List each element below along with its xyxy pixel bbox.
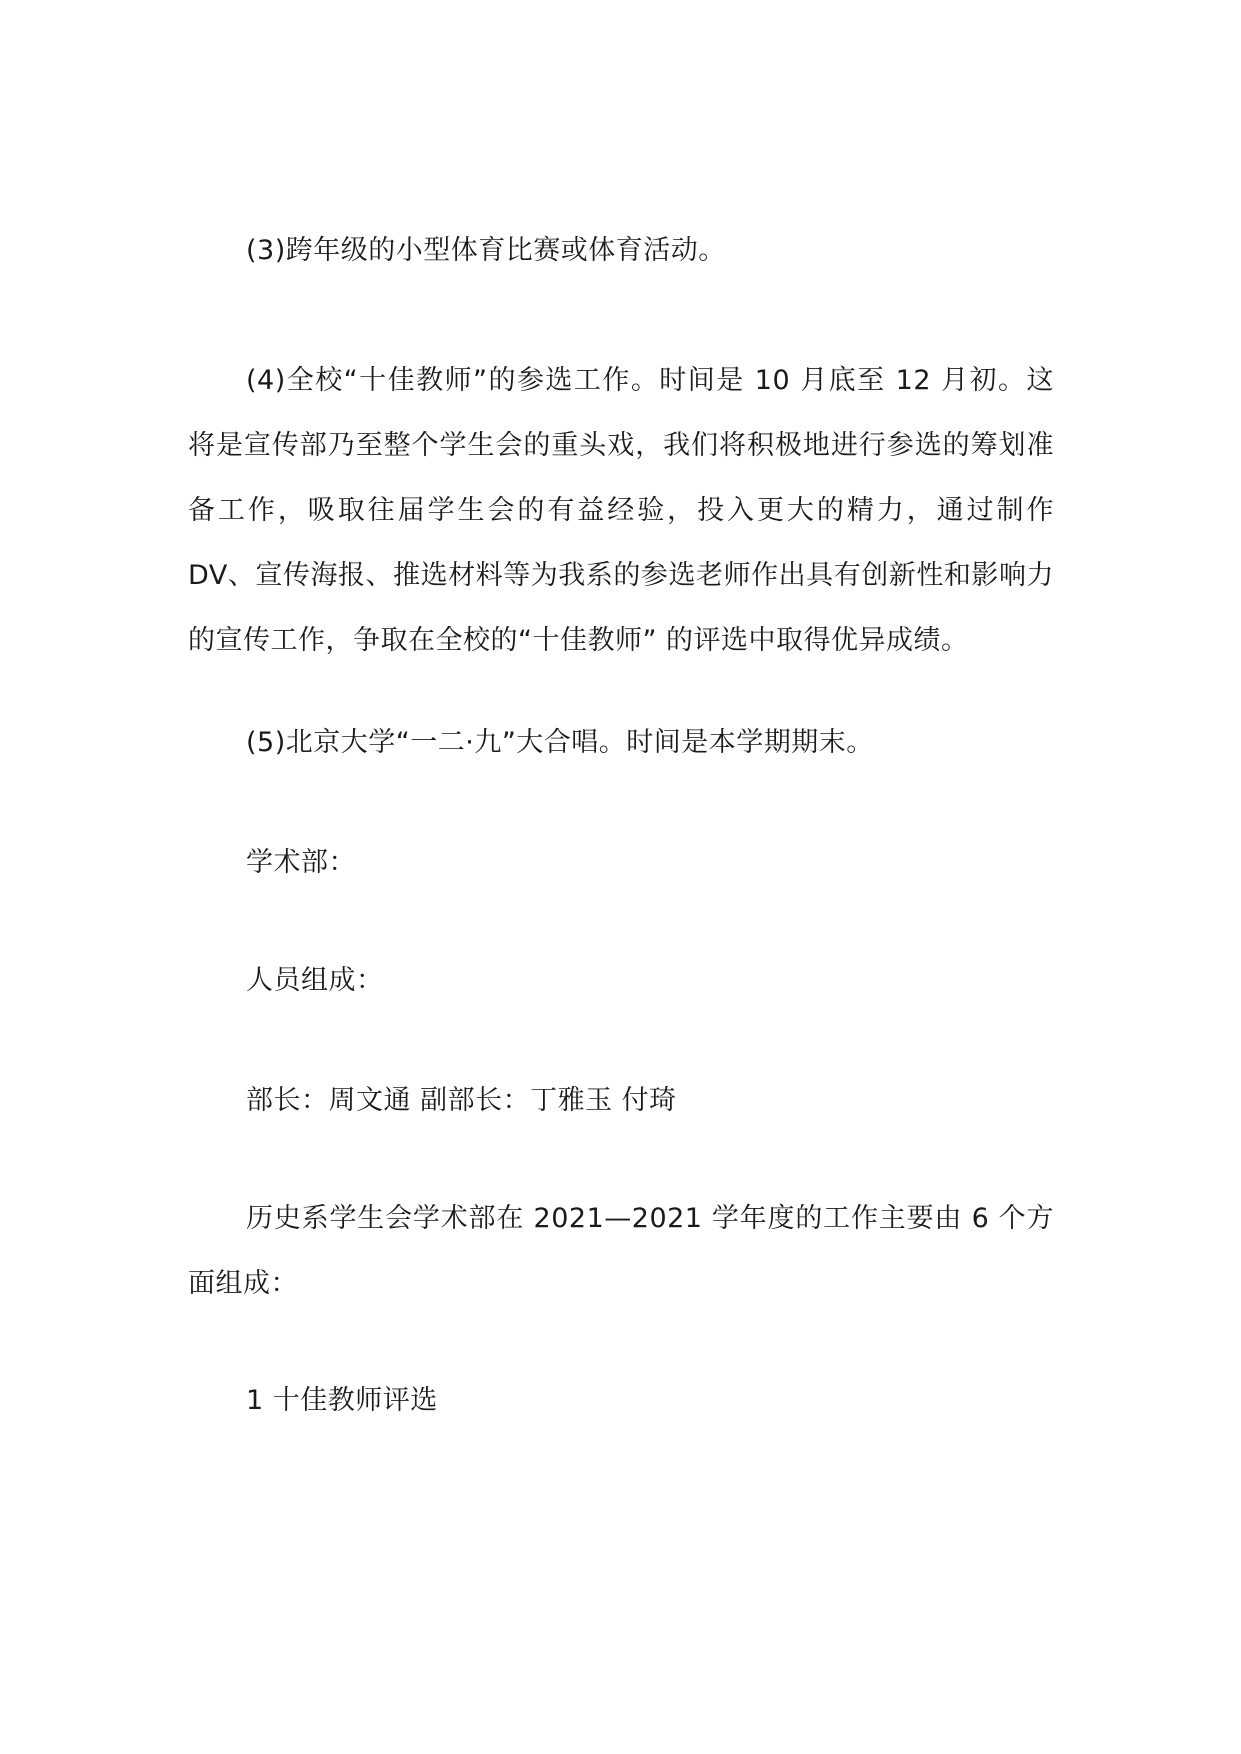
heading-academic-dept: 学术部： [246,847,356,878]
heading-members: 人员组成： [246,965,384,996]
paragraph-work-overview: 历史系学生会学术部在 2021—2021 学年度的工作主要由 6 个方面组成： [188,1203,1054,1299]
paragraph-sports-event: (3)跨年级的小型体育比赛或体育活动。 [246,235,726,266]
paragraph-department-heads: 部长：周文通 副部长：丁雅玉 付琦 [246,1085,677,1116]
paragraph-chorus: (5)北京大学“一二·九”大合唱。时间是本学期期末。 [246,727,874,758]
list-item-top-ten-selection: 1 十佳教师评选 [246,1385,438,1416]
paragraph-top-ten-teachers: (4)全校“十佳教师”的参选工作。时间是 10 月底至 12 月初。这将是宣传部乃至整个学生会的重头戏，我们将积极地进行参选的筹划准备工作，吸取往届学生会的有益经验，投入更大的精力，通过制作 DV、宣传海报、推选材料等为我系的参选老师作出具有创新性和影响力的宣传工作，争取在全校的“十佳教师” 的评选中取得优异成绩。 [188,365,1054,656]
